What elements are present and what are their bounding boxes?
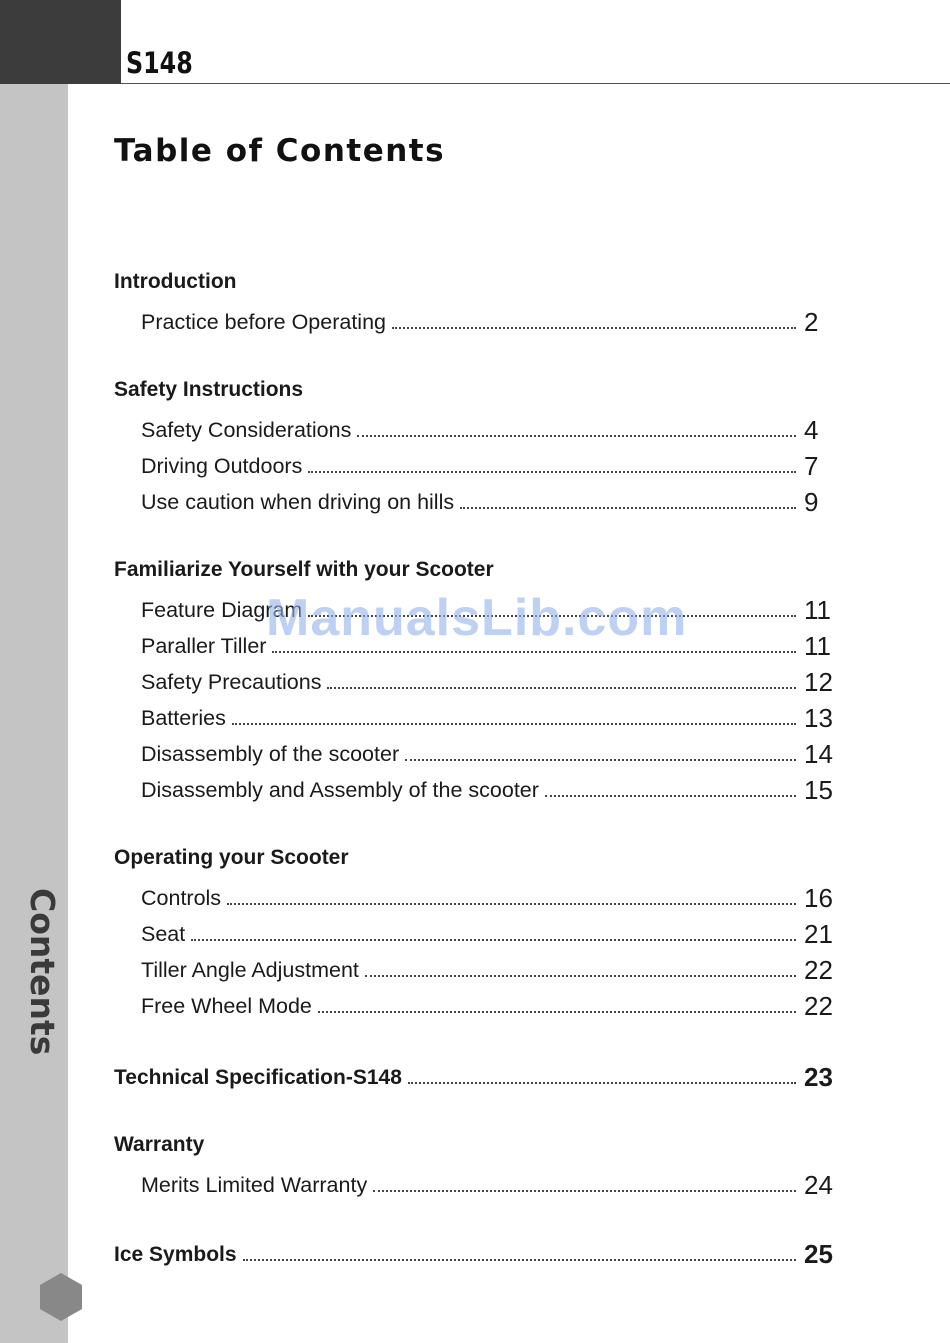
toc-entry-label: Safety Considerations (141, 418, 352, 442)
toc-entry[interactable] (141, 411, 838, 445)
toc-entry[interactable] (141, 771, 838, 805)
toc-entry[interactable] (141, 483, 838, 517)
toc-entry-page: 11 (804, 595, 831, 625)
section-heading-safety: Safety Instructions (114, 378, 304, 401)
toc-entry-label: Safety Precautions (141, 670, 322, 694)
toc-entry-label: Feature Diagram (141, 598, 303, 622)
toc-entry-page: 16 (804, 883, 833, 913)
toc-entry-page: 13 (804, 703, 833, 733)
dot-leader (318, 1011, 796, 1013)
toc-entry-technical-specification[interactable] (114, 1058, 838, 1092)
dot-leader (408, 1082, 796, 1084)
toc-entry[interactable] (141, 987, 838, 1021)
toc-entry-label: Controls (141, 886, 222, 910)
watermark: ManualsLib.com (266, 589, 688, 647)
dot-leader (308, 471, 796, 473)
toc-entry-label: Practice before Operating (141, 310, 386, 334)
toc-entry[interactable] (141, 591, 838, 625)
page-title: Table of Contents (114, 133, 446, 169)
toc-entry-page: 24 (804, 1170, 833, 1200)
toc-entry[interactable] (141, 879, 838, 913)
dot-leader (373, 1190, 796, 1192)
toc-entry-label: Free Wheel Mode (141, 994, 312, 1018)
dot-leader (405, 759, 796, 761)
toc-entry-label: Paraller Tiller (141, 634, 267, 658)
toc-entry[interactable] (141, 627, 838, 661)
toc-entry-page: 21 (804, 919, 833, 949)
toc-entry-label: Disassembly of the scooter (141, 742, 400, 766)
toc-entry-label: Batteries (141, 706, 226, 730)
toc-entry[interactable] (141, 663, 838, 697)
toc-entry[interactable] (141, 699, 838, 733)
toc-entry-page: 14 (804, 739, 833, 769)
toc-entry-label: Ice Symbols (114, 1243, 237, 1266)
toc-entry[interactable] (141, 915, 838, 949)
toc-entry-page: 12 (804, 667, 833, 697)
toc-entry-label: Technical Specification-S148 (114, 1066, 402, 1089)
toc-entry-label: Merits Limited Warranty (141, 1173, 368, 1197)
toc-entry[interactable] (141, 447, 838, 481)
model-code: S148 (126, 46, 193, 80)
toc-entry-page: 22 (804, 991, 833, 1021)
toc-entry-page: 9 (804, 487, 819, 517)
dot-leader (272, 651, 796, 653)
toc-entry[interactable] (141, 735, 838, 769)
section-heading-operating: Operating your Scooter (114, 846, 349, 869)
toc-entry-ice-symbols[interactable] (114, 1235, 838, 1269)
toc-entry-page: 11 (804, 631, 831, 661)
dot-leader (308, 615, 796, 617)
section-heading-introduction: Introduction (114, 270, 237, 293)
toc-entry-label: Driving Outdoors (141, 454, 303, 478)
toc-entry-page: 25 (804, 1239, 833, 1269)
dot-leader (392, 327, 796, 329)
dot-leader (357, 435, 796, 437)
dot-leader (232, 723, 796, 725)
toc-entry-page: 2 (804, 307, 819, 337)
toc-entry-page: 15 (804, 775, 833, 805)
toc-entry-page: 22 (804, 955, 833, 985)
toc-entry[interactable] (141, 303, 838, 337)
dot-leader (365, 975, 796, 977)
dot-leader (545, 795, 796, 797)
toc-entry-page: 7 (804, 451, 819, 481)
dot-leader (243, 1259, 796, 1261)
dot-leader (191, 939, 796, 941)
toc-entry-label: Tiller Angle Adjustment (141, 958, 359, 982)
toc-entry-page: 4 (804, 415, 819, 445)
dot-leader (227, 903, 796, 905)
toc-entry-label: Seat (141, 922, 186, 946)
toc-entry[interactable] (141, 951, 838, 985)
toc-entry[interactable] (141, 1166, 838, 1200)
section-heading-familiarize: Familiarize Yourself with your Scooter (114, 558, 494, 581)
dot-leader (460, 507, 796, 509)
sidebar-label: Contents (23, 888, 62, 1056)
toc-entry-page: 23 (804, 1062, 833, 1092)
toc-entry-label: Use caution when driving on hills (141, 490, 455, 514)
section-heading-warranty: Warranty (114, 1133, 205, 1156)
toc-entry-label: Disassembly and Assembly of the scooter (141, 778, 539, 802)
dot-leader (327, 687, 796, 689)
